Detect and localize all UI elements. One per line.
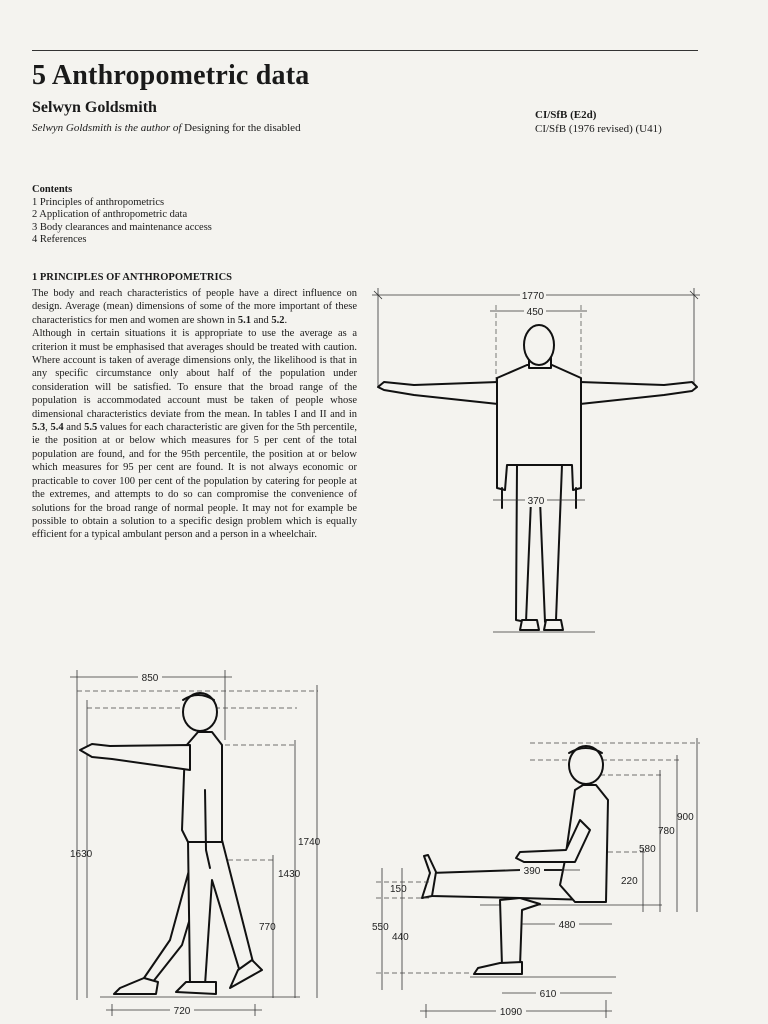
front-figure xyxy=(372,288,700,632)
dim-450: 450 xyxy=(526,307,544,318)
text-run: Although in certain situations it is appropriate to use the average as a criterion it must be emphasised that averages should be treated with caution. Where account is taken of average dimensions only, the likelihood is that in any specific circumstance only about half of the population under consideration will be satisfied. To ensure that the broad range of the population is accommodated account must be taken of people whose dimensional characteristics deviate from the mean. In tables I and II and in xyxy=(32,328,357,420)
walking-figure xyxy=(70,670,321,1017)
cisfb-code-1: CI/SfB (E2d) xyxy=(535,109,597,121)
contents-item: 4 References xyxy=(32,234,87,246)
figure-ref: 5.1 xyxy=(237,314,251,326)
dim-550: 550 xyxy=(372,922,389,933)
text-run: , xyxy=(45,422,51,434)
author-note-italic: Selwyn Goldsmith is the author of xyxy=(32,122,182,134)
dim-1630: 1630 xyxy=(70,849,93,860)
text-run: . xyxy=(284,314,288,326)
figure-ref: 5.2 xyxy=(271,314,285,326)
dim-780: 780 xyxy=(658,826,675,837)
cisfb-code-2: CI/SfB (1976 revised) (U41) xyxy=(535,123,662,135)
dim-580: 580 xyxy=(639,844,656,855)
dim-1740: 1740 xyxy=(298,837,321,848)
section-heading: 1 PRINCIPLES OF ANTHROPOMETRICS xyxy=(32,272,233,283)
dim-900: 900 xyxy=(677,812,694,823)
dim-1770: 1770 xyxy=(521,291,545,302)
contents-item: 1 Principles of anthropometrics xyxy=(32,196,165,208)
text-run: values for each characteristic are given for the 5th percentile, ie the position at or below which measures for 5 per cent of the total population are found, and for the 95th percentile, the position at or below which measures for 95 per cent are found. It is not always economic or practicable to cover 100 per cent of the population by catering for people at the extremes, and attempts to do so can compromise the convenience of solutions for the broad range of normal people. It may not for example be possible to obtain a solution to a specific design problem which is equally efficient for a typical ambulant person and a person in a wheelchair. xyxy=(32,422,357,541)
page-title: 5 Anthropometric data xyxy=(32,60,310,91)
dim-390: 390 xyxy=(523,866,541,877)
figure-ref: 5.3 xyxy=(32,422,46,434)
dim-480: 480 xyxy=(558,920,576,931)
figure-ref: 5.4 xyxy=(50,422,64,434)
dim-850: 850 xyxy=(141,673,159,684)
dim-720: 720 xyxy=(173,1006,191,1017)
dim-610: 610 xyxy=(539,989,557,1000)
contents-heading: Contents xyxy=(32,184,73,195)
figure-ref: 5.5 xyxy=(84,422,98,434)
author-name: Selwyn Goldsmith xyxy=(32,99,157,116)
text-run: and xyxy=(250,314,272,326)
text-run: and xyxy=(63,422,85,434)
dim-440: 440 xyxy=(392,932,409,943)
dim-370: 370 xyxy=(527,496,545,507)
dim-220: 220 xyxy=(621,876,638,887)
dim-1430: 1430 xyxy=(278,869,301,880)
contents-item: 2 Application of anthropometric data xyxy=(32,209,188,221)
contents-item: 3 Body clearances and maintenance access xyxy=(32,221,212,233)
seated-figure xyxy=(372,738,700,1018)
dim-770: 770 xyxy=(259,922,276,933)
author-note-book: Designing for the disabled xyxy=(184,122,301,134)
text-run: The body and reach characteristics of people have a direct influence on design. Average (mean) dimensions of some of the more important of these characteristics for men and women are shown in xyxy=(32,288,357,326)
dim-1090: 1090 xyxy=(499,1007,523,1018)
dim-150: 150 xyxy=(390,884,407,895)
